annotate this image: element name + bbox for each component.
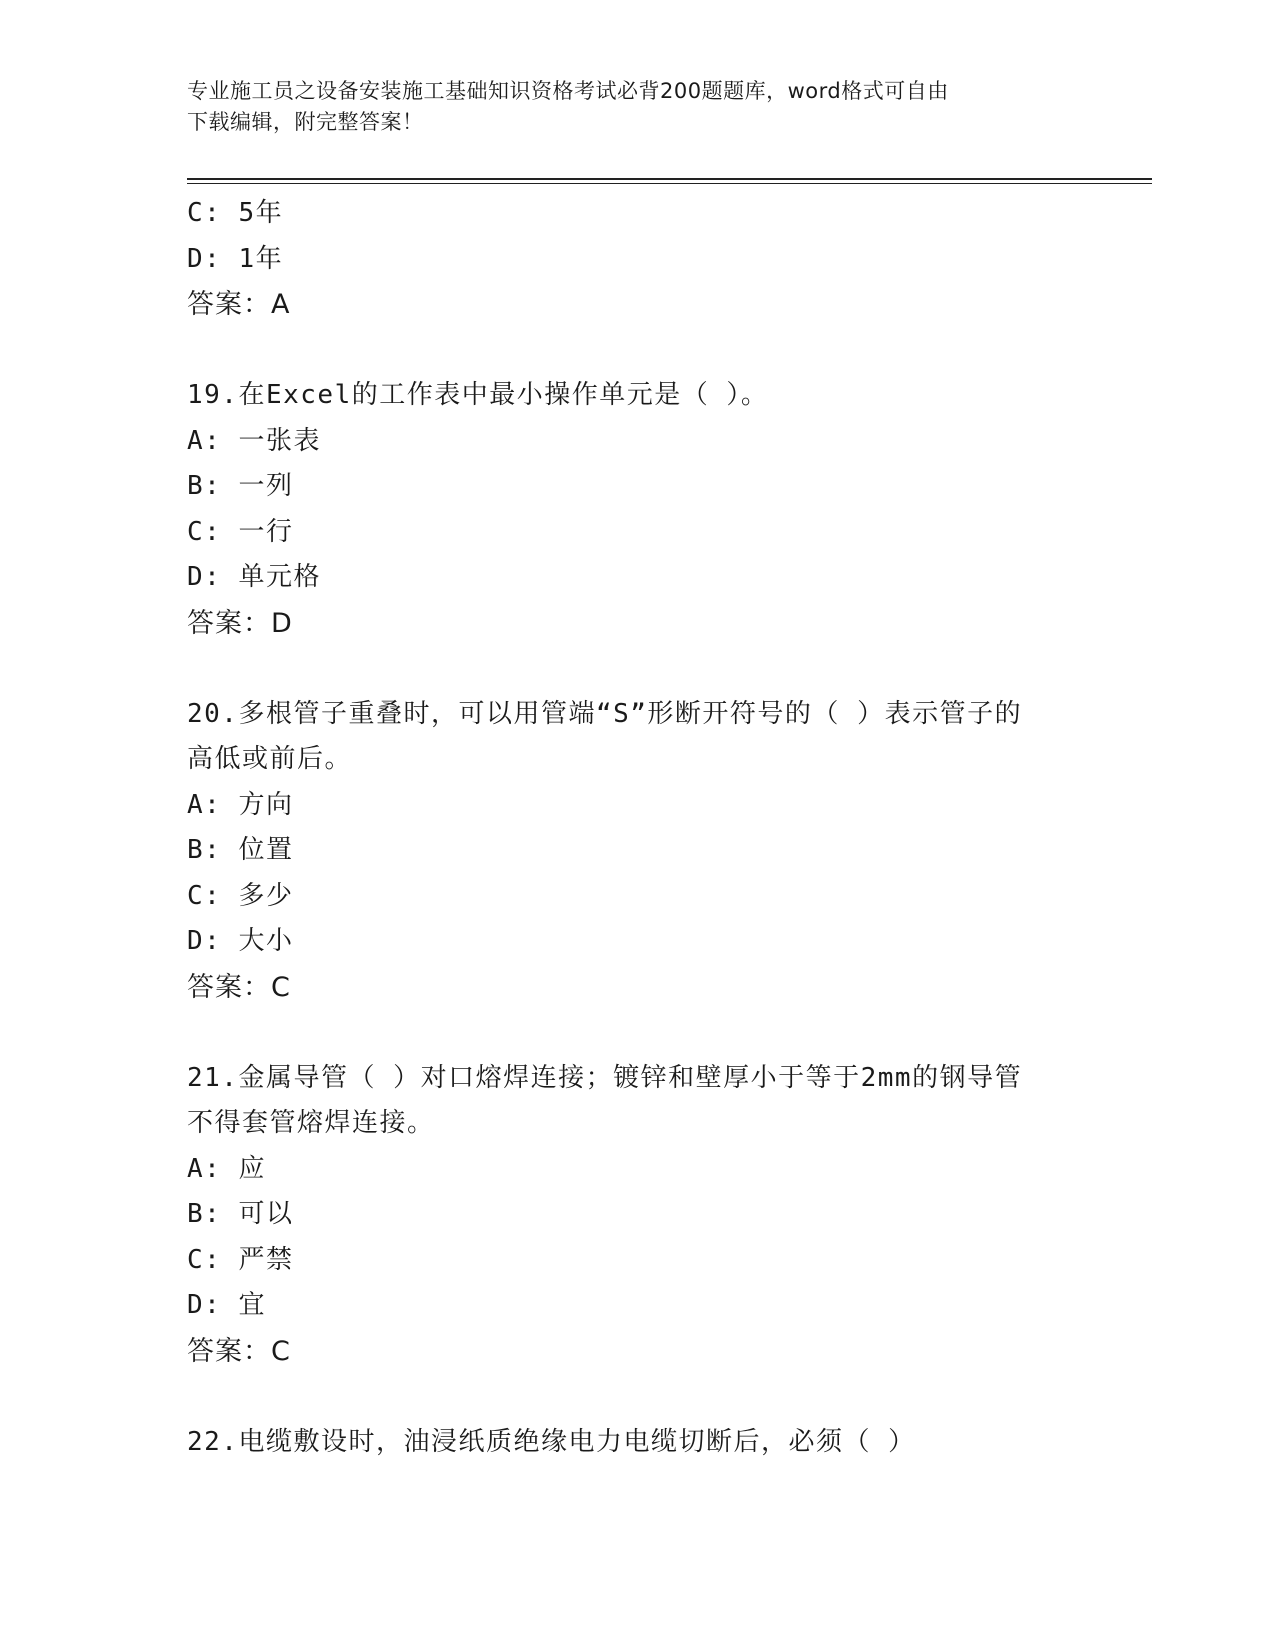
question-stem: 22.电缆敷设时，油浸纸质绝缘电力电缆切断后，必须（ ） bbox=[187, 1426, 916, 1457]
option-c: C: 严禁 bbox=[187, 1244, 294, 1275]
option-c: C: 多少 bbox=[187, 880, 294, 911]
spacer bbox=[187, 328, 1087, 374]
option-c: C: 5年 bbox=[187, 198, 284, 228]
document-header bbox=[187, 76, 1077, 138]
option-a: A: 应 bbox=[187, 1153, 266, 1184]
question-stem: 20.多根管子重叠时，可以用管端“S”形断开符号的（ ）表示管子的 bbox=[187, 698, 1023, 729]
option-d: D: 宜 bbox=[187, 1290, 266, 1320]
question-block bbox=[187, 1056, 1087, 1375]
option-b: B: 位置 bbox=[187, 835, 294, 865]
question-stem: 19.在Excel的工作表中最小操作单元是（ ）。 bbox=[187, 380, 769, 410]
option-d: D: 单元格 bbox=[187, 562, 321, 592]
header-line-1: 专业施工员之设备安装施工基础知识资格考试必背200题题库，word格式可自由 bbox=[187, 79, 949, 103]
spacer bbox=[187, 646, 1087, 692]
option-c: C: 一行 bbox=[187, 516, 294, 547]
question-content bbox=[187, 191, 1087, 1465]
answer-line: 答案：D bbox=[187, 607, 293, 639]
spacer bbox=[187, 1010, 1087, 1056]
option-d: D: 1年 bbox=[187, 243, 284, 274]
option-a: A: 一张表 bbox=[187, 425, 321, 456]
option-d: D: 大小 bbox=[187, 926, 294, 956]
question-stem: 21.金属导管（ ）对口熔焊连接；镀锌和壁厚小于等于2mm的钢导管 bbox=[187, 1062, 1023, 1093]
header-divider-thin bbox=[187, 183, 1152, 184]
question-stem-continued: 高低或前后。 bbox=[187, 744, 353, 774]
option-b: B: 可以 bbox=[187, 1199, 294, 1229]
answer-line: 答案：C bbox=[187, 1335, 291, 1367]
answer-line: 答案：A bbox=[187, 289, 291, 320]
option-b: B: 一列 bbox=[187, 471, 294, 501]
question-block bbox=[187, 1420, 1087, 1466]
header-line-2: 下载编辑，附完整答案！ bbox=[187, 110, 424, 134]
question-block bbox=[187, 373, 1087, 646]
header-divider-thick bbox=[187, 178, 1152, 180]
question-stem-continued: 不得套管熔焊连接。 bbox=[187, 1108, 435, 1138]
spacer bbox=[187, 1374, 1087, 1420]
question-block bbox=[187, 692, 1087, 1011]
answer-line: 答案：C bbox=[187, 971, 291, 1003]
option-a: A: 方向 bbox=[187, 789, 294, 820]
